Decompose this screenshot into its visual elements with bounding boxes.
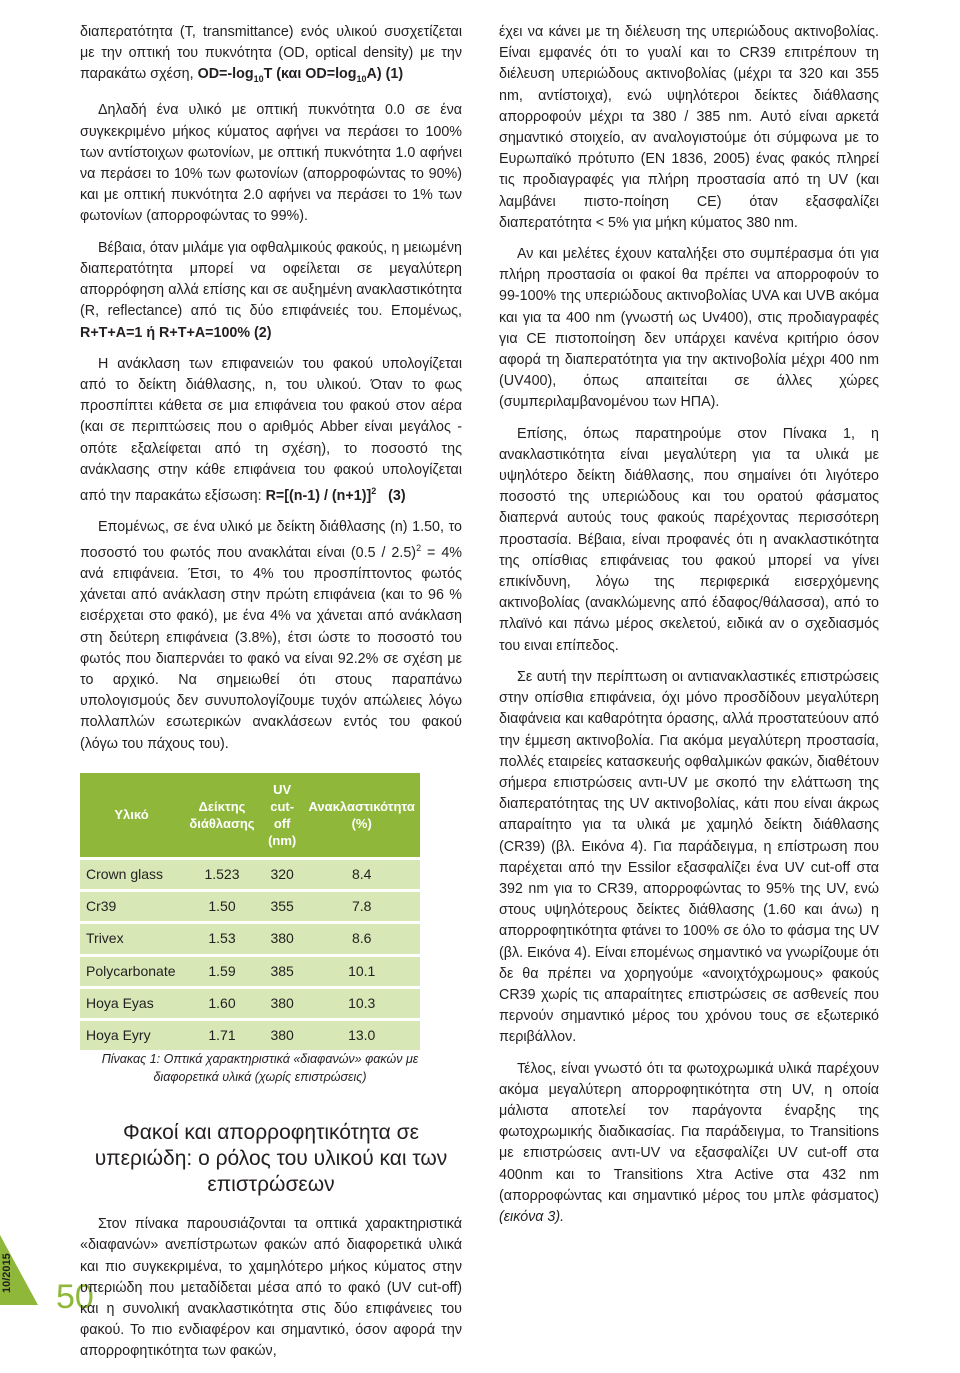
paragraph: [80, 354, 462, 507]
paragraph: [80, 238, 462, 344]
paragraph-text: Η ανάκλαση των επιφανειών του φακού υπολογίζεται από το δείκτη διάθλασης, n, του υλικού. Όταν το φως προσπίπτει κάθετα σε μια επιφάνεια του φακού στον αέρα (και σε περιπτώσεις που ο αριθμός Abber είναι μεγάλος - οπότε εξαλείφεται από τη σχέση), το ποσοστό της ανάκλασης στην κάθε επιφάνεια του φακού υπολογίζεται από την παρακάτω εξίσωση:: [80, 355, 462, 504]
paragraph: Στον πίνακα παρουσιάζονται τα οπτικά χαρακτηριστικά «διαφανών» ανεπίστρωτων φακών από διαφορετικά υλικά και πιο συγκεκριμένα, το χαμηλότερο μήκος κύματος στην υπεριώδη που μεταδίδεται μέσα από το φακό (UV cut-off) και η συνολική ανακλαστικότητα στις δύο επιφάνειες του φακού. Το πιο ενδιαφέρον και σημαντικό, όσον αφορά την απορροφητικότητα των φακών,: [80, 1216, 462, 1360]
table-row: [80, 923, 420, 955]
section-title: Φακοί και απορροφητικότητα σε υπεριώδη: ο ρόλος του υλικού και των επιστρώσεων: [94, 1121, 448, 1197]
table-cell: 380: [261, 923, 303, 955]
table-cell: 320: [261, 858, 303, 890]
table-cell: 385: [261, 955, 303, 987]
table-cell: 1.50: [183, 891, 261, 923]
paragraph-text: Τέλος, είναι γνωστό ότι τα φωτοχρωμικά υλικά παρέχουν ακόμα μεγαλύτερη απορροφητικότητα στη UV, η οποία μάλιστα αποτελεί τον παράγοντα έναρξης της φωτοχρωμικής διαδικασίας. Για παράδειγμα, το Transitions με επιστρώσεις αντι-UV να εξασφαλίζει UV cut-off στα 400nm και το Transitions Xtra Active στα 432 nm (απορροφώντας και σημαντικό μέρος του μπλε φάσματος): [499, 1060, 879, 1204]
formula-text: A) (1): [366, 66, 404, 83]
table-cell: 380: [261, 987, 303, 1019]
table-cell: 7.8: [303, 891, 420, 923]
paragraph: Δηλαδή ένα υλικό με οπτική πυκνότητα 0.0 σε ένα συγκεκριμένο μήκος κύματος αφήνει να περάσει το 100% των αντίστοιχων φωτονίων, με οπτική πυκνότητα 1.0 αφήνει να περάσει το 10% των φωτονίων (απορροφώντας το 90%) και με οπτική πυκνότητα 2.0 αφήνει να περάσει το 1% των φωτονίων (απορροφώντας το 99%).: [80, 102, 462, 225]
right-column: [499, 22, 879, 1238]
formula-subscript: 10: [253, 74, 264, 85]
page-number: 50: [56, 1278, 94, 1316]
paragraph-text: διαπερατότητα (T, transmittance) ενός υλικού συσχετίζεται με την οπτική του πυκνότητα (OD, optical density) με την παρακάτω σχέση,: [80, 24, 462, 83]
materials-table: [80, 773, 420, 1050]
table-cell: 13.0: [303, 1019, 420, 1050]
table-header: UV cut-off (nm): [261, 773, 303, 859]
paragraph-text: = 4% ανά επιφάνεια. Έτσι, το 4% του προσπίπτοντος φωτός χάνεται από ανάκλαση στην πρώτη επιφάνεια (και το 96 % εισέρχεται στο φακό), με ένα 4% να χάνεται από ανάκλαση στη δεύτερη επιφάνεια (3.8%), έτσι ώστε το ποσοστό του φωτός που διαπερνάει το φακό να είναι 92.2% σε σχέση με το αρχικό. Να σημειωθεί ότι στους παραπάνω υπολογισμούς δεν συνυπολογίζουμε τυχόν απώλειες λόγω πολλαπλών εσωτερικών ανακλάσεων εντός του φακού (λόγω του πάχους του).: [80, 544, 462, 752]
formula-superscript: 2: [371, 485, 377, 496]
table-caption: Πίνακας 1: Οπτικά χαρακτηριστικά «διαφανών» φακών με διαφορετικά υλικά (χωρίς επιστρώσεις): [101, 1052, 419, 1085]
paragraph: [80, 22, 462, 90]
formula-1: [197, 66, 404, 85]
formula-2: R+T+A=1 ή R+T+A=100% (2): [80, 324, 272, 341]
table-row: [80, 955, 420, 987]
formula-text: R=[(n-1) / (n+1)]: [265, 487, 372, 504]
table-cell: 10.3: [303, 987, 420, 1019]
paragraph: Αν και μελέτες έχουν καταλήξει στο συμπέρασμα ότι για πλήρη προστασία οι φακοί θα πρέπει να απορροφούν το 99-100% της υπεριώδους ακτινοβολίας UVA και UVB ακόμα και για τα 400 nm (γνωστή ως Uv400), στις προδιαγραφές για CE πιστοποίηση δεν υπάρχει κανένα κριτήριο όσον αφορά τη διαπερατότητα για την ακτινοβολία μέχρι 400 nm (UV400), όπως απαιτείται σε άλλες χώρες (συμπεριλαμβανομένου των ΗΠΑ).: [499, 246, 879, 411]
table-cell: Hoya Eyry: [80, 1019, 183, 1050]
paragraph: Επίσης, όπως παρατηρούμε στον Πίνακα 1, η ανακλαστικότητα είναι μεγαλύτερη για τα υλικά με υψηλότερο δείκτη διάθλασης, που σημαίνει ότι λιγότερο ποσοστό της υπεριώδους και του ορατού φάσματος διαπερνά αυτούς τους φακούς παρέχοντας περισσότερη προστασία. Βέβαια, είναι προφανές ότι η ανακλαστικότητα της οπίσθιας επιφάνειας του φακού μπορεί να γίνει επικίνδυνη, λόγω της περιφερικά εισερχόμενης ακτινοβολίας (ανακλώμενης από έδαφος/θάλασσα), από το πλαϊνό και πάνω μέρος σκελετού, ειδικά αν ο σχεδιασμός του ειναι επίπεδος.: [499, 425, 879, 654]
paragraph: Σε αυτή την περίπτωση οι αντιανακλαστικές επιστρώσεις στην οπίσθια επιφάνεια, όχι μόνο προσδίδουν μεγαλύτερη διαφάνεια και καθαρότητα όρασης, αλλά προστατεύουν από την έμμεση ακτινοβολία. Για ακόμα μεγαλύτερη προστασία, πολλές εταιρείες κατασκευής οφθαλμικών φακών, διαθέτουν σήμερα επιστρώσεις αντι-UV με σκοπό την ελάττωση της διαπερατότητας της UV ακτινοβολίας, κάτι που είναι άκρως απαραίτητο για τα υλικά με χαμηλό δείκτη διάθλασης (CR39) (βλ. Εικόνα 4). Για παράδειγμα, η επίστρωση που παρέχεται από την Essilor εξασφαλίζει ένα UV cut-off στα 392 nm για το CR39, απορροφώντας το 95% της UV, ενώ στους υψηλότερους δείκτες διάθλασης (1.60 και άνω) η απορροφητικότητα φτάνει το 100% σε όλο το φάσμα της UV (βλ. Εικόνα 4). Είναι επομένως σημαντικό να γνωρίζουμε ότι δε θα πρέπει να χορηγούμε «ανοιχτόχρωμους» φακούς CR39 χωρίς τις απαραίτητες επιστρώσεις σε ασθενείς που περνούν σημαντικό μέρος του χρόνου τους σε εξωτερικό περιβάλλον.: [499, 668, 879, 1046]
paragraph: έχει να κάνει με τη διέλευση της υπεριώδους ακτινοβολίας. Είναι εμφανές ότι το γυαλί και το CR39 επιτρέπουν τη διέλευση υπεριώδους ακτινοβολίας (μέχρι τα 320 και 355 nm, αντίστοιχα), ενώ υψηλότεροι δείκτες διάθλασης απορροφούν μέχρι τα 380 / 385 nm. Αυτό είναι αρκετά σημαντικό στοιχείο, αν αναλογιστούμε ότι σύμφωνα με το Ευρωπαϊκό πρότυπο (EN 1836, 2005) ένας φακός πληρεί τις προδιαγραφές για πλήρη προστασία από τη UV (και λαμβάνει πιστο-ποίηση CE) όταν εξασφαλίζει διαπερατότητα < 5% για μήκη κύματος 380 nm.: [499, 24, 879, 231]
table-row: [80, 1019, 420, 1050]
paragraph: [80, 517, 462, 755]
table-header: Υλικό: [80, 773, 183, 859]
superscript: 2: [416, 543, 422, 554]
table-row: [80, 987, 420, 1019]
table-cell: Crown glass: [80, 858, 183, 890]
issue-label: 10/2015: [1, 1253, 13, 1293]
table-header: Δείκτης διάθλασης: [183, 773, 261, 859]
table-cell: 1.53: [183, 923, 261, 955]
table-cell: 1.71: [183, 1019, 261, 1050]
table-cell: 1.60: [183, 987, 261, 1019]
table-cell: Trivex: [80, 923, 183, 955]
formula-subscript: 10: [356, 74, 367, 85]
table-cell: Polycarbonate: [80, 955, 183, 987]
table-row: [80, 858, 420, 890]
table-cell: 10.1: [303, 955, 420, 987]
paragraph-text: Επομένως, σε ένα υλικό με δείκτη διάθλασης (n) 1.50, το ποσοστό του φωτός που ανακλάται είναι (0.5 / 2.5): [80, 518, 462, 561]
table-cell: 380: [261, 1019, 303, 1050]
table-cell: 1.523: [183, 858, 261, 890]
paragraph-text: Βέβαια, όταν μιλάμε για οφθαλμικούς φακούς, η μειωμένη διαπερατότητα μπορεί να οφείλεται σε μεγαλύτερη απορρόφηση αλλά επίσης και σε αυξημένη ανακλαστικότητα (R, reflectance) από τις δύο επιφάνειές του. Επομένως,: [80, 239, 462, 320]
table-header: Ανακλαστικότητα (%): [303, 773, 420, 859]
figure-reference: (εικόνα 3).: [499, 1208, 565, 1225]
table-cell: 1.59: [183, 955, 261, 987]
paragraph: [499, 1059, 879, 1229]
table-header-row: [80, 773, 420, 859]
left-column: [80, 22, 462, 1373]
table-cell: 8.4: [303, 858, 420, 890]
formula-text: T (και OD=log: [263, 66, 357, 83]
table-cell: 355: [261, 891, 303, 923]
formula-text: OD=-log: [197, 66, 254, 83]
table-row: [80, 891, 420, 923]
table-cell: Hoya Eyas: [80, 987, 183, 1019]
table-cell: Cr39: [80, 891, 183, 923]
table-cell: 8.6: [303, 923, 420, 955]
formula-tag: (3): [388, 487, 406, 504]
formula-3: [265, 485, 406, 504]
